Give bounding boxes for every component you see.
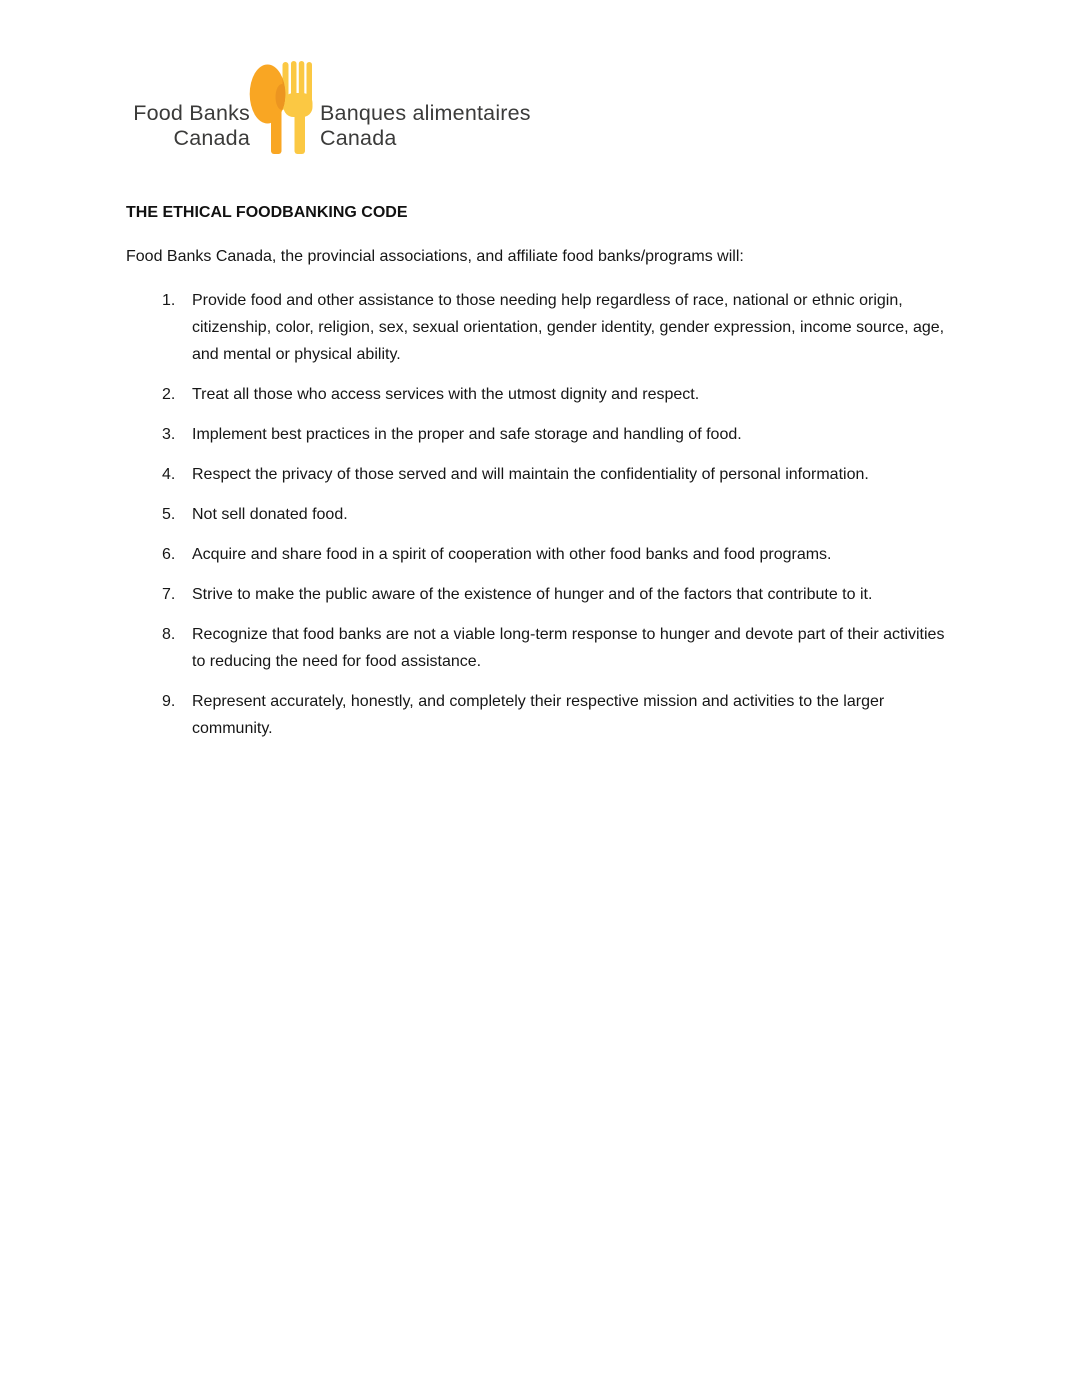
document-content: [126, 203, 964, 755]
list-item-8: Recognize that food banks are not a viable long-term response to hunger and devote part of their activities to reducing the need for food assistance.: [192, 626, 945, 670]
list-item-1: Provide food and other assistance to those needing help regardless of race, national or ethnic origin, citizenship, color, religion, sex, sexual orientation, gender identity, gender expression, income source, age, and mental or physical ability.: [192, 292, 945, 363]
page-title: THE ETHICAL FOODBANKING CODE: [126, 204, 408, 221]
list-item-3: Implement best practices in the proper and safe storage and handling of food.: [192, 426, 742, 443]
logo-en-line1: Food Banks: [133, 101, 250, 125]
list-item-2: Treat all those who access services with the utmost dignity and respect.: [192, 386, 700, 403]
list-item-4: Respect the privacy of those served and will maintain the confidentiality of personal information.: [192, 466, 869, 483]
list-item-5: Not sell donated food.: [192, 506, 348, 523]
intro-paragraph: Food Banks Canada, the provincial associations, and affiliate food banks/programs will:: [126, 248, 744, 265]
ethical-code-list: [126, 287, 964, 742]
list-item-6: Acquire and share food in a spirit of cooperation with other food banks and food programs.: [192, 546, 832, 563]
list-item-9: Represent accurately, honestly, and completely their respective mission and activities to the larger community.: [192, 693, 885, 737]
logo-text-english: [133, 101, 250, 151]
logo-fr-line2: Canada: [320, 126, 397, 150]
logo-en-line2: Canada: [173, 126, 250, 150]
logo-fr-line1: Banques alimentaires: [320, 101, 531, 125]
spoon-and-fork-icon: [245, 55, 320, 160]
logo-text-french: [320, 101, 531, 151]
list-item-7: Strive to make the public aware of the existence of hunger and of the factors that contribute to it.: [192, 586, 873, 603]
food-banks-canada-logo: [0, 0, 1088, 170]
